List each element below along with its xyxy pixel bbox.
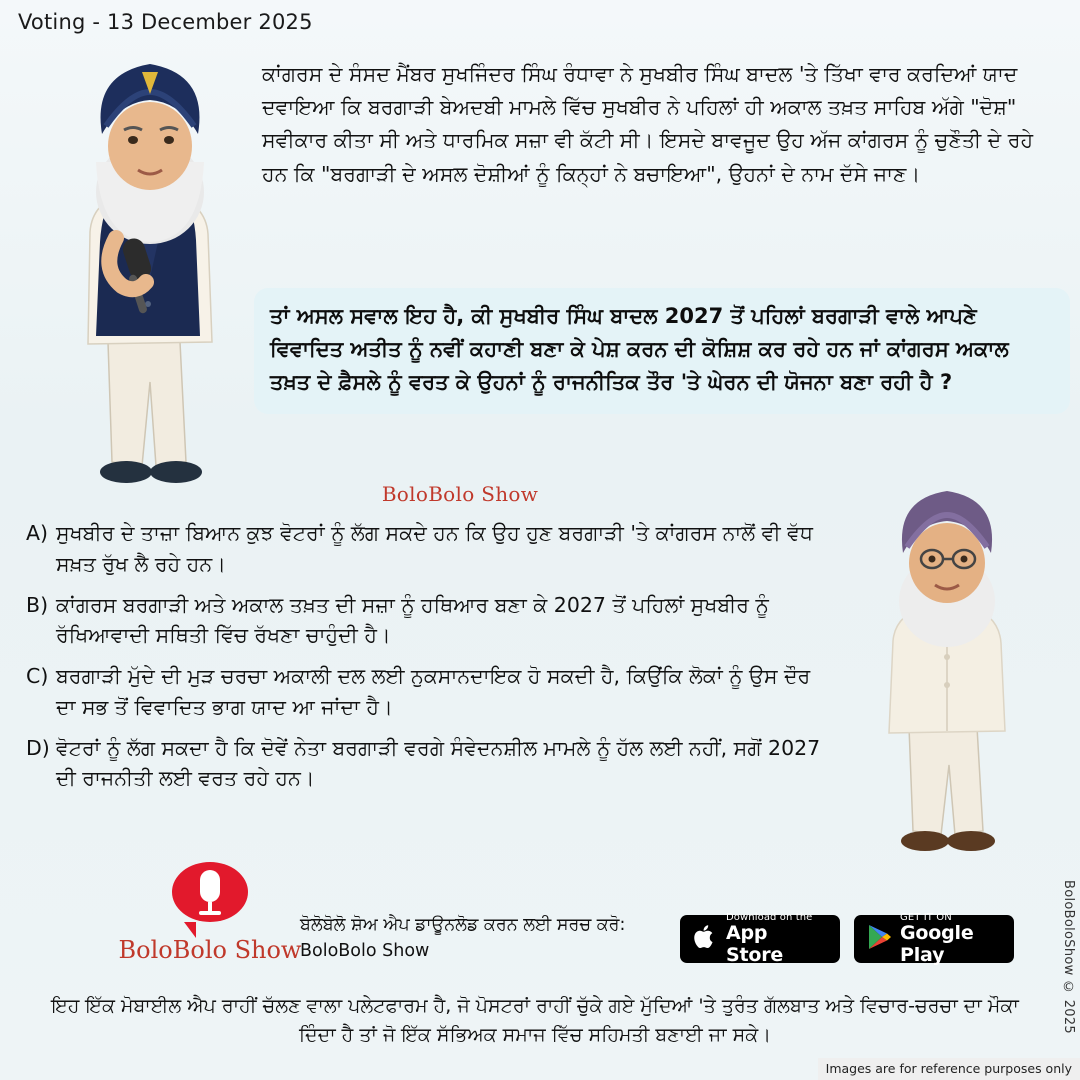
option-text: ਕਾਂਗਰਸ ਬਰਗਾੜੀ ਅਤੇ ਅਕਾਲ ਤਖ਼ਤ ਦੀ ਸਜ਼ਾ ਨੂੰ ਹਥਿਆਰ ਬਣਾ ਕੇ 2027 ਤੋਂ ਪਹਿਲਾਂ ਸੁਖਬੀਰ ਨੂੰ ਰੱਖਿਆਵਾਦੀ ਸਥਿਤੀ ਵਿੱਚ ਰੱਖਣਾ ਚਾਹੁੰਦੀ ਹੈ। [56,592,769,648]
google-play-icon [864,923,894,955]
question-box: ਤਾਂ ਅਸਲ ਸਵਾਲ ਇਹ ਹੈ, ਕੀ ਸੁਖਬੀਰ ਸਿੰਘ ਬਾਦਲ 2027 ਤੋਂ ਪਹਿਲਾਂ ਬਰਗਾੜੀ ਵਾਲੇ ਆਪਣੇ ਵਿਵਾਦਿਤ ਅਤੀਤ ਨੂੰ ਨਵੀਂ ਕਹਾਣੀ ਬਣਾ ਕੇ ਪੇਸ਼ ਕਰਨ ਦੀ ਕੋਸ਼ਿਸ਼ ਕਰ ਰਹੇ ਹਨ ਜਾਂ ਕਾਂਗਰਸ ਅਕਾਲ ਤਖ਼ਤ ਦੇ ਫ਼ੈਸਲੇ ਨੂੰ ਵਰਤ ਕੇ ਉਹਨਾਂ ਨੂੰ ਰਾਜਨੀਤਿਕ ਤੌਰ 'ਤੇ ਘੇਰਨ ਦੀ ਯੋਜਨਾ ਬਣਾ ਰਹੀ ਹੈ ? [254,288,1070,414]
page-title: Voting - 13 December 2025 [18,10,313,34]
options-list [26,518,826,804]
character-illustration-right [837,475,1052,875]
app-store-small-label: Download on the [726,912,813,924]
option-letter: C) [26,664,49,688]
option-letter: D) [26,735,50,760]
microphone-icon [172,862,248,930]
brand-logo-label: BoloBolo Show [118,936,302,964]
apple-icon [690,922,720,956]
character-illustration-left [30,42,265,512]
download-instruction-line2: BoloBolo Show [300,941,430,962]
option-letter: A) [26,521,49,545]
option-text: ਸੁਖਬੀਰ ਦੇ ਤਾਜ਼ਾ ਬਿਆਨ ਕੁਝ ਵੋਟਰਾਂ ਨੂੰ ਲੱਗ ਸਕਦੇ ਹਨ ਕਿ ਉਹ ਹੁਣ ਬਰਗਾੜੀ 'ਤੇ ਕਾਂਗਰਸ ਨਾਲੋਂ ਵੀ ਵੱਧ ਸਖ਼ਤ ਰੁੱਖ ਲੈ ਰਹੇ ਹਨ। [56,521,813,576]
list-item[interactable] [26,518,826,580]
option-text: ਬਰਗਾੜੀ ਮੁੱਦੇ ਦੀ ਮੁੜ ਚਰਚਾ ਅਕਾਲੀ ਦਲ ਲਈ ਨੁਕਸਾਨਦਾਇਕ ਹੋ ਸਕਦੀ ਹੈ, ਕਿਉਂਕਿ ਲੋਕਾਂ ਨੂੰ ਉਸ ਦੌਰ ਦਾ ਸਭ ਤੋਂ ਵਿਵਾਦਿਤ ਭਾਗ ਯਾਦ ਆ ਜਾਂਦਾ ਹੈ। [56,664,811,719]
copyright-label: BoloBoloShow © 2025 [1061,880,1076,1035]
brand-logo [110,862,310,964]
download-instruction [300,912,660,965]
reference-note: Images are for reference purposes only [818,1058,1080,1080]
list-item[interactable] [26,661,826,723]
option-letter: B) [26,592,49,617]
platform-disclaimer: ਇਹ ਇੱਕ ਮੋਬਾਈਲ ਐਪ ਰਾਹੀਂ ਚੱਲਣ ਵਾਲਾ ਪਲੇਟਫਾਰਮ ਹੈ, ਜੋ ਪੋਸਟਰਾਂ ਰਾਹੀਂ ਚੁੱਕੇ ਗਏ ਮੁੱਦਿਆਂ 'ਤੇ ਤੁਰੰਤ ਗੱਲਬਾਤ ਅਤੇ ਵਿਚਾਰ-ਚਰਚਾ ਦਾ ਮੌਕਾ ਦਿੰਦਾ ਹੈ ਤਾਂ ਜੋ ਇੱਕ ਸੱਭਿਅਕ ਸਮਾਜ ਵਿੱਚ ਸਹਿਮਤੀ ਬਣਾਈ ਜਾ ਸਕੇ। [51,995,1019,1046]
list-item[interactable] [26,590,826,652]
intro-paragraph: ਕਾਂਗਰਸ ਦੇ ਸੰਸਦ ਮੈਂਬਰ ਸੁਖਜਿੰਦਰ ਸਿੰਘ ਰੰਧਾਵਾ ਨੇ ਸੁਖਬੀਰ ਸਿੰਘ ਬਾਦਲ 'ਤੇ ਤਿੱਖਾ ਵਾਰ ਕਰਦਿਆਂ ਯਾਦ ਦਵਾਇਆ ਕਿ ਬਰਗਾੜੀ ਬੇਅਦਬੀ ਮਾਮਲੇ ਵਿੱਚ ਸੁਖਬੀਰ ਨੇ ਪਹਿਲਾਂ ਹੀ ਅਕਾਲ ਤਖ਼ਤ ਸਾਹਿਬ ਅੱਗੇ "ਦੋਸ਼" ਸਵੀਕਾਰ ਕੀਤਾ ਸੀ ਅਤੇ ਧਾਰਮਿਕ ਸਜ਼ਾ ਵੀ ਕੱਟੀ ਸੀ। ਇਸਦੇ ਬਾਵਜੂਦ ਉਹ ਅੱਜ ਕਾਂਗਰਸ ਨੂੰ ਚੁਣੌਤੀ ਦੇ ਰਹੇ ਹਨ ਕਿ "ਬਰਗਾੜੀ ਦੇ ਅਸਲ ਦੋਸ਼ੀਆਂ ਨੂੰ ਕਿਨ੍ਹਾਂ ਨੇ ਬਚਾਇਆ", ਉਹਨਾਂ ਦੇ ਨਾਮ ਦੱਸੇ ਜਾਣ। [262,62,1034,186]
google-play-badge[interactable] [854,912,1014,966]
store-badges [680,912,1014,966]
option-text: ਵੋਟਰਾਂ ਨੂੰ ਲੱਗ ਸਕਦਾ ਹੈ ਕਿ ਦੋਵੇਂ ਨੇਤਾ ਬਰਗਾੜੀ ਵਰਗੇ ਸੰਵੇਦਨਸ਼ੀਲ ਮਾਮਲੇ ਨੂੰ ਹੱਲ ਲਈ ਨਹੀਂ, ਸਗੋਂ 2027 ਦੀ ਰਾਜਨੀਤੀ ਲਈ ਵਰਤ ਰਹੇ ਹਨ। [56,735,821,791]
download-instruction-line1: ਬੋਲੋਬੋਲੋ ਸ਼ੋਅ ਐਪ ਡਾਊਨਲੋਡ ਕਰਨ ਲਈ ਸਰਚ ਕਰੋ: [300,915,626,935]
brand-watermark: BoloBolo Show [381,482,539,506]
google-play-small-label: GET IT ON [900,912,952,924]
app-store-big-label: App Store [726,922,784,966]
app-store-badge[interactable] [680,912,840,966]
google-play-big-label: Google Play [900,922,974,966]
list-item[interactable] [26,733,826,795]
